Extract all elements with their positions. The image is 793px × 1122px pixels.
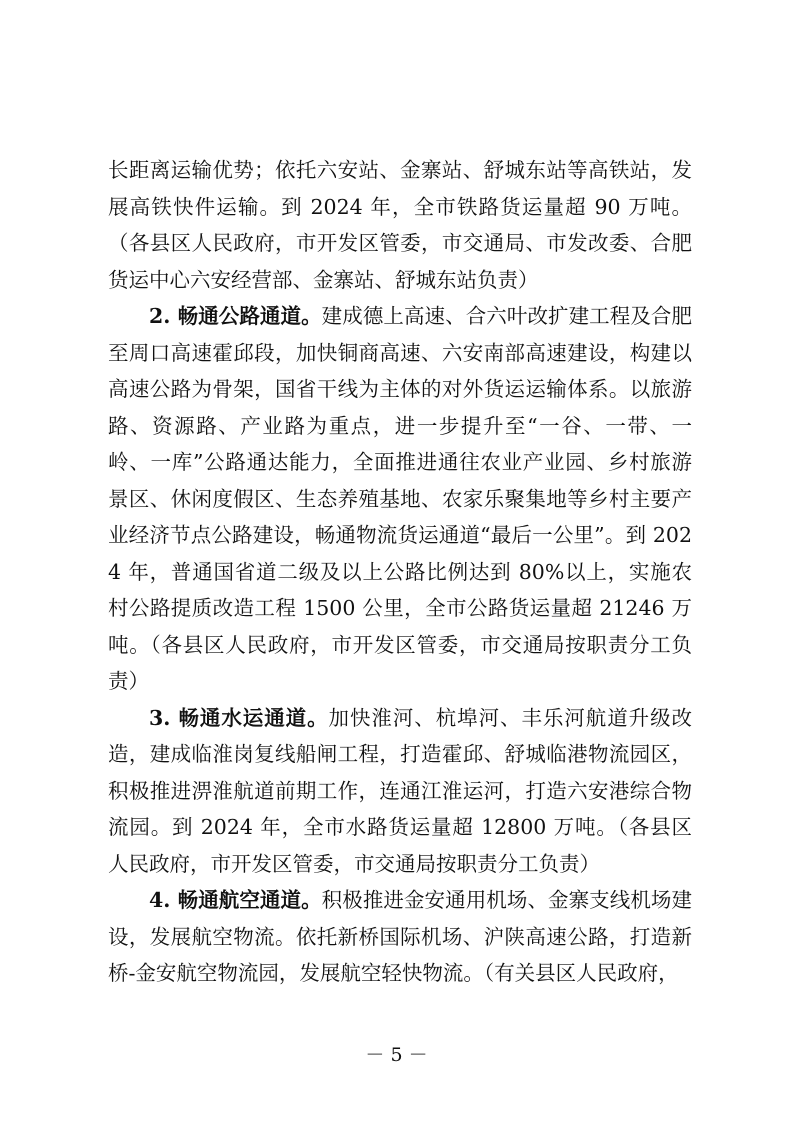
paragraph-text: 积极推进金安通用机场、金寨支线机场建设，发展航空物流。依托新桥国际机场、沪陕高速公路，打造新桥-金安航空物流园，发展航空轻快物流。（有关县区人民政府，	[108, 888, 692, 985]
section-heading-aviation: 4. 畅通航空通道。	[149, 888, 322, 912]
section-heading-waterway: 3. 畅通水运通道。	[149, 705, 329, 730]
paragraph-text: 建成德上高速、合六叶改扩建工程及合肥至周口高速霍邱段，加快铜商高速、六安南部高速建设，构建以高速公路为骨架，国省干线为主体的对外货运运输体系。以旅游路、资源路、产业路为重点，进一步提升至“一谷、一带、一岭、一库”公路通达能力，全面推进通往农业产业园、乡村旅游景区、休闲度假区、生态养殖基地、农家乐聚集地等乡村主要产业经济节点公路建设，畅通物流货运通道“最后一公里”。到 2024 年，普通国省道二级及以上公路比例达到 80%以上，实施农村公路提质改造工程 1500 公里，全市公路货运量超 21246 万吨。（各县区人民政府，市开发区管委，市交通局按职责分工负责）	[108, 304, 692, 693]
paragraph-highway	[108, 298, 692, 700]
paragraph-text: 加快淮河、杭埠河、丰乐河航道升级改造，建成临淮岗复线船闸工程，打造霍邱、舒城临港物流园区，积极推进淠淮航道前期工作，连通江淮运河，打造六安港综合物流园。到 2024 年，全市水路货运量超 12800 万吨。（各县区人民政府，市开发区管委，市交通局按职责分工负责）	[108, 705, 692, 876]
body-text	[108, 152, 692, 992]
paragraph-text: 长距离运输优势；依托六安站、金寨站、舒城东站等高铁站，发展高铁快件运输。到 2024 年，全市铁路货运量超 90 万吨。（各县区人民政府，市开发区管委，市交通局、市发改委、合肥货运中心六安经营部、金寨站、舒城东站负责）	[108, 158, 692, 292]
page-number: － 5 －	[365, 1044, 428, 1066]
paragraph-waterway	[108, 700, 692, 883]
paragraph-rail-continued	[108, 152, 692, 298]
paragraph-aviation	[108, 882, 692, 992]
section-heading-highway: 2. 畅通公路通道。	[149, 304, 322, 328]
